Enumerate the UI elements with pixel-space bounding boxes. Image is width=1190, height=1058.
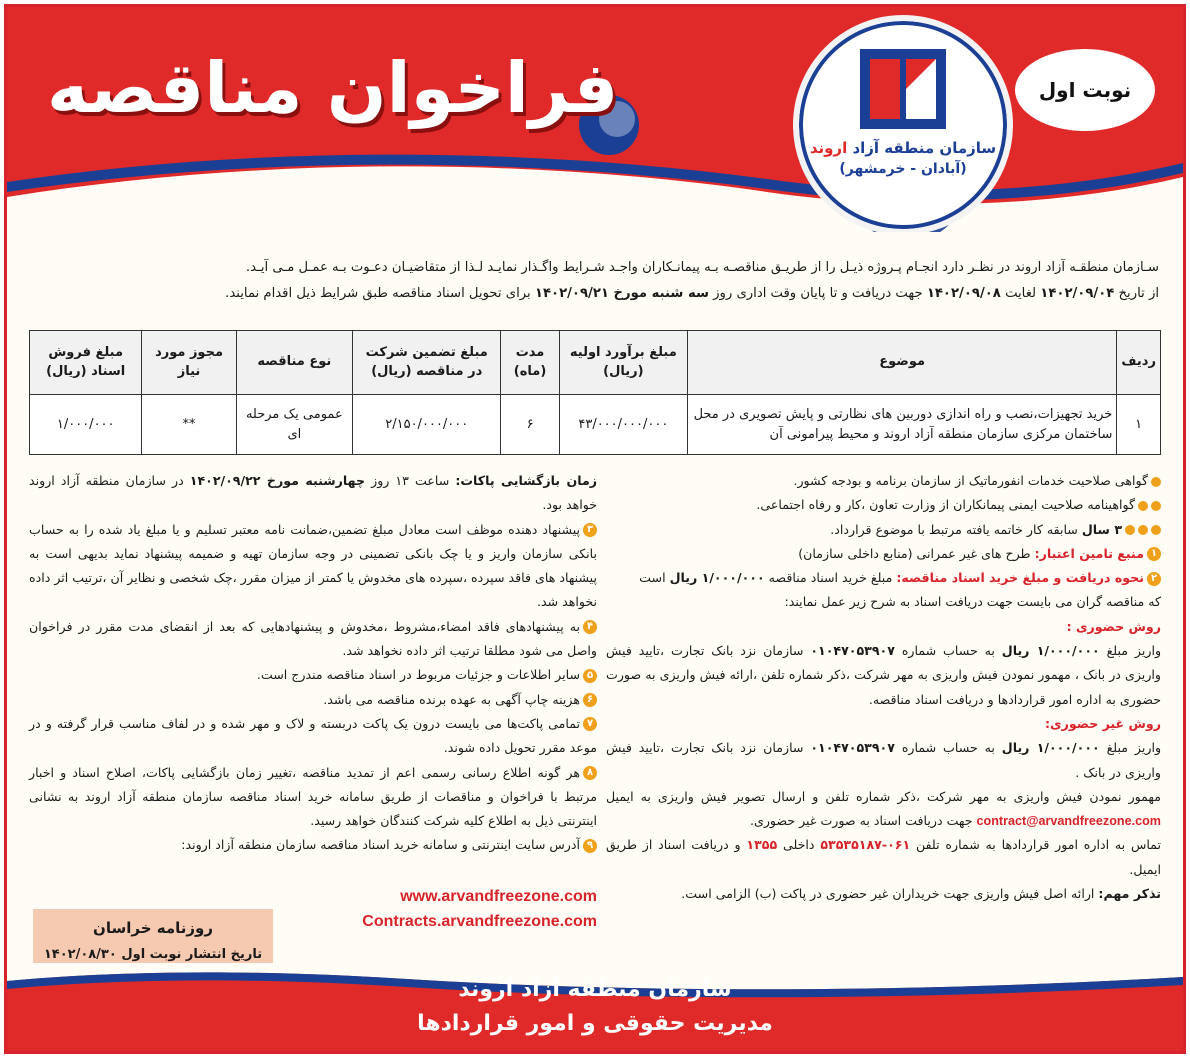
text: واریز مبلغ xyxy=(1106,643,1162,659)
account-number: ۰۱۰۴۷۰۵۳۹۰۷ xyxy=(810,740,895,756)
text: و دریافت اسناد از xyxy=(642,837,741,853)
bullet-icon xyxy=(1151,525,1161,535)
text: سازمان نزد بانک تجارت ،تایید فیش xyxy=(606,740,804,756)
requirement-1 xyxy=(606,469,1161,493)
contact-text xyxy=(606,833,1161,882)
bullet-icon xyxy=(1151,501,1161,511)
tender-table xyxy=(29,330,1161,455)
section-text: مبلغ خرید اسناد مناقصه xyxy=(768,570,893,586)
in-person-text xyxy=(606,639,1161,712)
clause-9 xyxy=(29,833,597,857)
col-header: نوع مناقصه xyxy=(236,331,352,395)
clause-4 xyxy=(29,615,597,664)
text: به حساب شماره xyxy=(901,643,995,659)
publication-date-value: ۱۴۰۲/۰۸/۳۰ xyxy=(43,946,117,962)
contracts-link[interactable]: Contracts.arvandfreezone.com xyxy=(362,912,597,930)
number-badge-icon: ۵ xyxy=(583,669,597,683)
date-to: ۱۴۰۲/۰۹/۰۸ xyxy=(926,285,1001,301)
bullet-icon xyxy=(1138,525,1148,535)
deadline-date: سه شنبه مورخ ۱۴۰۲/۰۹/۲۱ xyxy=(534,285,709,301)
amount: ۱/۰۰۰/۰۰۰ ریال xyxy=(669,570,765,586)
clause-6 xyxy=(29,688,597,712)
table-header-row xyxy=(30,331,1161,395)
text: واریزی در بانک ، مهمور نمودن فیش واریزی به مهر شرکت ،ذکر شماره تلفن ،ارائه فیش واریزی xyxy=(659,667,1161,683)
section-text: که مناقصه گران می بایست جهت دریافت اسناد به شرح زیر عمل نمایند: xyxy=(784,594,1161,610)
bullet-icon xyxy=(1138,501,1148,511)
org-logo-badge xyxy=(793,15,1013,232)
remote-title: روش غیر حضوری: xyxy=(1044,715,1161,731)
clause-7 xyxy=(29,712,597,761)
amount: ۱/۰۰۰/۰۰۰ ریال xyxy=(1001,643,1100,659)
number-badge-icon: ۲ xyxy=(1147,572,1161,586)
col-header: مبلغ فروش اسناد (ریال) xyxy=(30,331,142,395)
table-row xyxy=(30,395,1161,455)
text: واریزی در بانک . xyxy=(1075,764,1161,780)
col-header: مجوز مورد نیاز xyxy=(142,331,236,395)
clause-3 xyxy=(29,518,597,615)
clause-text: هر گونه اطلاع رسانی رسمی اعم از تمدید مناقصه ،تغییر زمان بازگشایی پاکات، اصلاح اسناد و اخبار مرتبط با فراخوان و مناقصات از طریق سامانه خرید اسناد مناقصه سازمان منطقه آزاد اروند به نشانی اینترنتی ذیل به اطلاع کلیه شرکت کنندگان خواهد رسید. xyxy=(29,764,597,829)
website-link[interactable]: www.arvandfreezone.com xyxy=(400,888,597,905)
clause-text: آدرس سایت اینترنتی و سامانه خرید اسناد مناقصه سازمان منطقه آزاد اروند: xyxy=(181,837,580,853)
table-cell: عمومی یک مرحله ای xyxy=(236,395,352,455)
table-cell: ۶ xyxy=(501,395,559,455)
header-banner xyxy=(7,7,1183,232)
text: اروند خواهد بود. xyxy=(29,473,597,513)
col-header: ردیف xyxy=(1117,331,1161,395)
org-cities: (آبادان - خرمشهر) xyxy=(839,161,967,177)
note-text: ارائه اصل فیش واریزی جهت خریداران غیر حضوری در پاکت (ب) الزامی است. xyxy=(681,886,1095,902)
text: در سازمان منطقه آزاد xyxy=(60,473,184,488)
intro-line-2 xyxy=(31,281,1159,307)
org-name xyxy=(799,139,1007,157)
number-badge-icon: ۶ xyxy=(583,693,597,707)
footer-banner xyxy=(7,963,1183,1051)
date-from: ۱۴۰۲/۰۹/۰۴ xyxy=(1040,285,1115,301)
phone-extension: ۱۳۵۵ xyxy=(746,837,778,853)
clause-text: تمامی پاکت‌ها می بایست درون یک پاکت دربسته و لاک و مهر شده و در لفاف مناسب قرار گرفته و در موعد مقرر تحویل داده شوند. xyxy=(29,715,597,756)
table-cell: ۱ xyxy=(1117,395,1161,455)
requirement-3 xyxy=(606,518,1161,542)
account-number: ۰۱۰۴۷۰۵۳۹۰۷ xyxy=(810,643,895,659)
opening-time xyxy=(29,469,597,518)
amount: ۱/۰۰۰/۰۰۰ ریال xyxy=(1001,740,1100,756)
requirement-text: گواهینامه صلاحیت ایمنی پیمانکاران از وزارت تعاون ،کار و رفاه اجتماعی. xyxy=(756,497,1135,513)
footer-org: سازمان منطقه آزاد اروند xyxy=(458,977,732,1002)
requirement-years: ۳ سال xyxy=(1081,521,1122,537)
clause-text: سایر اطلاعات و جزئیات مربوط در اسناد مناقصه مندرج است. xyxy=(256,667,580,683)
org-name-prefix: سازمان منطقه آزاد xyxy=(852,139,997,157)
funding-source xyxy=(606,542,1161,566)
requirement-text: گواهی صلاحیت خدمات انفورماتیک از سازمان برنامه و بودجه کشور. xyxy=(793,473,1148,488)
publication-date-label: تاریخ انتشار نوبت اول xyxy=(121,946,263,962)
table-cell: ۴۳/۰۰۰/۰۰۰/۰۰۰ xyxy=(559,395,687,455)
number-badge-icon: ۹ xyxy=(583,839,597,853)
bullet-icon xyxy=(1125,525,1135,535)
number-badge-icon: ۸ xyxy=(583,766,597,780)
text: به حساب شماره xyxy=(901,740,995,756)
clause-text: پیشنهاد دهنده موظف است معادل مبلغ تضمین،ضمانت نامه معتبر تسلیم و یا مبلغ یاد شده را به حساب بانکی سازمان واریز و یا چک بانکی تضمینی در وجه سازمان تهیه و ضمیمه پیشنهاد نماید بدیهی است به پیشنهاد های فاقد سپرده ،سپرده های مخدوش یا کمتر از میزان مقرر ،چک شخصی و نظایر آن ،ترتیب اثر داده نخواهد شد. xyxy=(29,521,597,610)
col-header: مدت (ماه) xyxy=(501,331,559,395)
opening-date: چهارشنبه مورخ ۱۴۰۲/۰۹/۲۲ xyxy=(189,473,366,488)
text: طریق ایمیل. xyxy=(606,837,1161,877)
intro-text: برای تحویل اسناد مناقصه طبق شرایط ذیل اقدام نمایند. xyxy=(225,285,531,301)
conditions-right-column xyxy=(606,469,1161,906)
intro-text: از تاریخ xyxy=(1118,285,1159,301)
text: ساعت ۱۳ روز xyxy=(371,473,450,488)
table-cell: ** xyxy=(142,395,236,455)
table-cell: ۲/۱۵۰/۰۰۰/۰۰۰ xyxy=(353,395,501,455)
purchase-method xyxy=(606,566,1161,590)
clause-5 xyxy=(29,663,597,687)
text: به صورت حضوری به اداره امور قراردادها و دریافت اسناد مناقصه. xyxy=(606,667,1161,707)
text: داخلی xyxy=(782,837,815,853)
phone-number: ۰۶۱-۵۳۵۳۵۱۸۷ xyxy=(820,837,911,853)
table-cell: خرید تجهیزات،نصب و راه اندازی دوربین های نظارتی و پایش تصویری در محل ساختمان مرکزی سازمان منطقه آزاد اروند و محیط پیرامونی آن xyxy=(688,395,1117,455)
important-note xyxy=(606,882,1161,906)
section-title: منبع تامین اعتبار: xyxy=(1034,545,1144,561)
number-badge-icon: ۳ xyxy=(583,523,597,537)
text: تماس به اداره امور قراردادها به شماره تلفن xyxy=(915,837,1161,853)
number-badge-icon: ۱ xyxy=(1147,547,1161,561)
section-text: طرح های غیر عمرانی (منابع داخلی سازمان) xyxy=(798,545,1031,561)
clause-8 xyxy=(29,761,597,834)
org-name-highlight: اروند xyxy=(809,139,848,157)
tender-notice xyxy=(4,4,1186,1054)
col-header: مبلغ تضمین شرکت در مناقصه (ریال) xyxy=(353,331,501,395)
requirement-text: سابقه کار خاتمه یافته مرتبط با موضوع قرارداد. xyxy=(830,521,1078,537)
text: مهمور نمودن فیش واریزی به مهر شرکت ،ذکر شماره تلفن و ارسال تصویر فیش واریزی به ایمیل xyxy=(606,788,1161,804)
section-text: است xyxy=(639,570,666,586)
arvand-logo-icon xyxy=(860,49,946,129)
intro-line-1: سـازمان منطقـه آزاد اروند در نظـر دارد انجـام پـروژه ذیـل را از طریـق مناقصـه بـه پیمانـکاران واجـد شـرایط واگـذار نمایـد لـذا از متقاضیـان دعـوت بـه عمـل مـی آیـد. xyxy=(245,260,1159,275)
newspaper-name: روزنامه خراسان xyxy=(93,919,213,937)
footer-department: مدیریت حقوقی و امور قراردادها xyxy=(417,1011,773,1036)
notice-title: فراخوان مناقصه xyxy=(47,47,619,129)
col-header: موضوع xyxy=(688,331,1117,395)
clause-text: هزینه چاپ آگهی به عهده برنده مناقصه می باشد. xyxy=(323,691,580,707)
text: سازمان نزد بانک تجارت ،تایید فیش xyxy=(606,643,804,659)
intro-text: لغایت xyxy=(1005,285,1037,301)
clause-text: به پیشنهادهای فاقد امضاء،مشروط ،مخدوش و پیشنهادهایی که بعد از انقضای مدت مقرر در فراخوان واصل می شود مطلقا ترتیب اثر داده نخواهد شد. xyxy=(29,618,597,659)
col-header: مبلغ برآورد اولیه (ریال) xyxy=(559,331,687,395)
requirement-2 xyxy=(606,493,1161,517)
email-link[interactable]: contract@arvandfreezone.com xyxy=(976,814,1161,829)
bullet-icon xyxy=(1151,477,1161,487)
table-cell: ۱/۰۰۰/۰۰۰ xyxy=(30,395,142,455)
in-person-title: روش حضوری : xyxy=(1066,618,1161,634)
note-title: تذکر مهم: xyxy=(1098,886,1161,902)
intro-text: جهت دریافت و تا پایان وقت اداری روز xyxy=(713,285,923,301)
text: واریز مبلغ xyxy=(1106,740,1162,756)
conditions-left-column xyxy=(29,469,597,858)
remote-email xyxy=(606,785,1161,834)
section-title: زمان بازگشایی پاکات: xyxy=(455,473,597,488)
number-badge-icon: ۷ xyxy=(583,717,597,731)
round-label: نوبت اول xyxy=(1015,49,1155,131)
number-badge-icon: ۴ xyxy=(583,620,597,634)
section-title: نحوه دریافت و مبلغ خرید اسناد مناقصه: xyxy=(896,570,1144,586)
text: جهت دریافت اسناد به صورت غیر حضوری. xyxy=(749,813,973,829)
remote-text xyxy=(606,736,1161,785)
intro-paragraph xyxy=(31,255,1159,306)
